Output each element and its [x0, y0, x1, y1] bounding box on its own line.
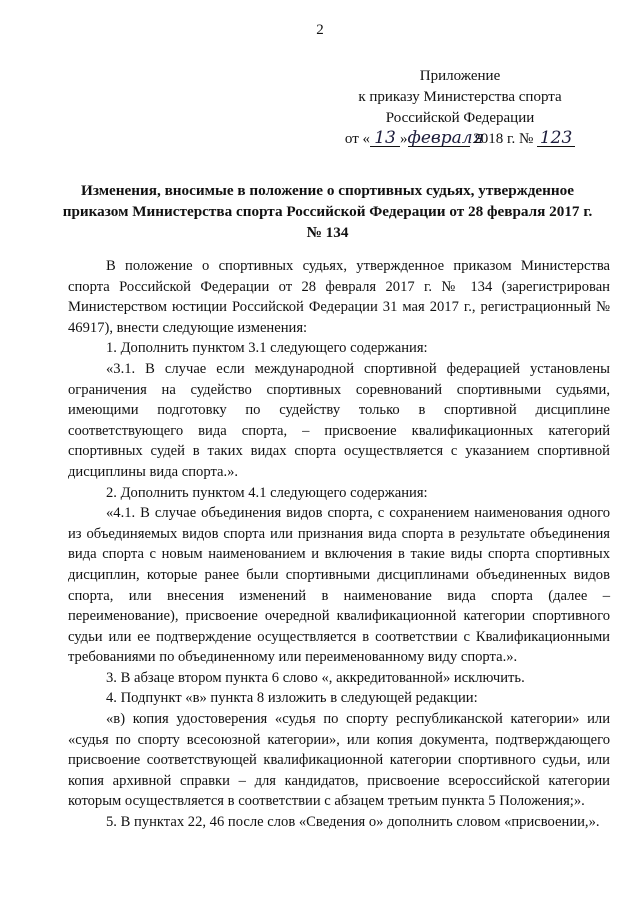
paragraph: 1. Дополнить пунктом 3.1 следующего содержания: — [106, 340, 428, 357]
appendix-order-ref: к приказу Министерства спорта — [358, 89, 562, 105]
paragraph: 2. Дополнить пунктом 4.1 следующего содержания: — [106, 484, 428, 501]
handwritten-order-number: 123 — [537, 130, 575, 147]
paragraph: 4. Подпункт «в» пункта 8 изложить в следующей редакции: — [106, 690, 478, 707]
paragraph: «в) копия удостоверения «судья по спорту республиканской категории» или «судья по спорту всесоюзной категории», или копия документа, подтверждающего присвоение соответствующей квалификационной категории спортивного судьи, или копия архивной справки – для кандидатов, присвоение всероссийской категории которым осуществляется в соответствии с абзацем третьим пункта 5 Положения;». — [68, 711, 610, 810]
order-quote-close: » — [400, 131, 408, 147]
paragraph: 5. В пунктах 22, 46 после слов «Сведения о» дополнить словом «присвоении,». — [106, 814, 600, 831]
document-title: Изменения, вносимые в положение о спортивных судьях, утвержденное приказом Министерства спорта Российской Федерации от 28 февраля 2017 г. № 134 — [62, 182, 593, 241]
handwritten-day: 13 — [370, 130, 400, 147]
order-year: 2018 г. № — [469, 131, 538, 147]
order-date-line — [330, 129, 590, 150]
appendix-header — [330, 66, 590, 150]
appendix-ministry: Российской Федерации — [385, 110, 535, 126]
paragraph: В положение о спортивных судьях, утвержденное приказом Министерства спорта Российской Федерации от 28 февраля 2017 г. № 134 (зарегистрирован Министерством юстиции Российской Федерации 31 мая 2017 г., регистрационный № 46917), внести следующие изменения: — [68, 258, 610, 336]
document-body — [68, 256, 610, 833]
appendix-label: Приложение — [419, 68, 501, 84]
page-number: 2 — [316, 22, 324, 38]
paragraph: 3. В абзаце втором пункта 6 слово «, аккредитованной» исключить. — [106, 669, 525, 686]
handwritten-month: февраля — [407, 128, 484, 148]
order-prefix: от « — [344, 131, 371, 147]
paragraph: «4.1. В случае объединения видов спорта, с сохранением наименования одного из объединяемых видов спорта или признания вида спорта в результате объединения вида спорта с новым наименованием и включения в такие виды спорта спортивных дисциплин, которые ранее были спортивными дисциплинами объединенных видов спорта, или внесения изменений в наименование вида спорта (далее – переименование), присвоение очередной квалификационной категории спортивного судьи или ее подтверждение осуществляется в соответствии с Квалификационными требованиями по объединенному или переименованному виду спорта.». — [68, 505, 610, 666]
paragraph: «3.1. В случае если международной спортивной федерацией установлены ограничения на судейство спортивных соревнований спортивными судьями, имеющими подготовку по судейству только в спортивной дисциплине соответствующего вида спорта, – присвоение квалификационных категорий спортивных судей в таких видах спорта осуществляется с указанием спортивной дисциплины вида спорта.». — [68, 360, 610, 480]
